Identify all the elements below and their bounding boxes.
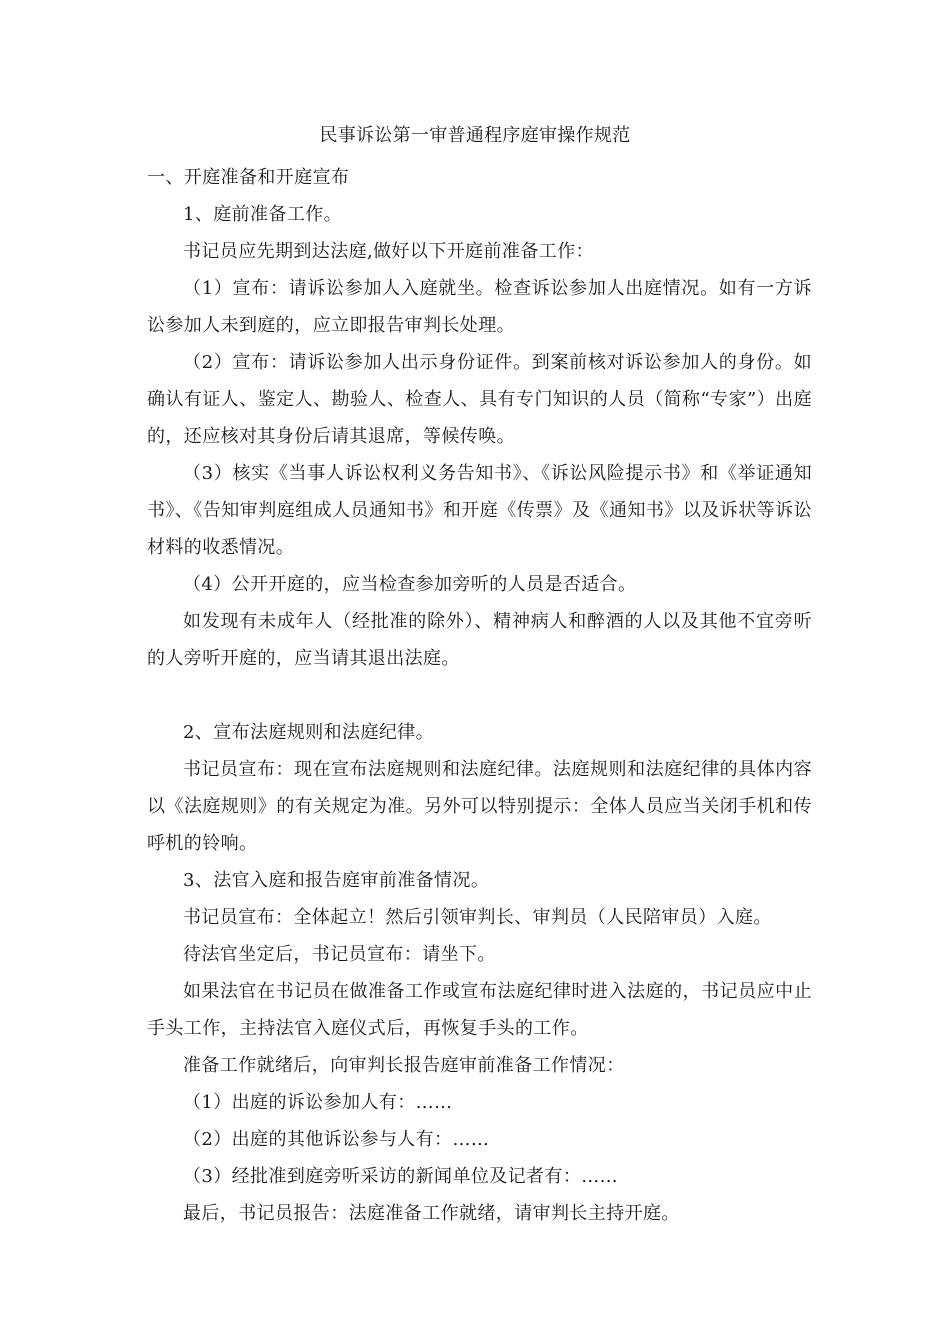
section-heading: 一、开庭准备和开庭宣布 <box>147 167 350 188</box>
paragraph: 书记员宣布：现在宣布法庭规则和法庭纪律。法庭规则和法庭纪律的具体内容以《法庭规则》的有关规定为准。另外可以特别提示：全体人员应当关闭手机和传呼机的铃响。 <box>147 759 812 854</box>
document-title: 民事诉讼第一审普通程序庭审操作规范 <box>319 125 631 146</box>
list-item: （2）出庭的其他诉讼参与人有：…… <box>183 1129 490 1150</box>
paragraph: （4）公开开庭的，应当检查参加旁听的人员是否适合。 <box>183 574 637 595</box>
paragraph: （1）宣布：请诉讼参加人入庭就坐。检查诉讼参加人出庭情况。如有一方诉讼参加人未到庭的，应立即报告审判长处理。 <box>147 278 812 336</box>
blank-line <box>147 677 812 714</box>
item-heading: 2、宣布法庭规则和法庭纪律。 <box>183 722 435 743</box>
paragraph: 书记员宣布：全体起立！然后引领审判长、审判员（人民陪审员）入庭。 <box>183 907 772 928</box>
paragraph: 如果法官在书记员在做准备工作或宣布法庭纪律时进入法庭的，书记员应中止手头工作，主持法官入庭仪式后，再恢复手头的工作。 <box>147 981 812 1039</box>
item-heading: 1、庭前准备工作。 <box>183 204 343 225</box>
list-item: （3）经批准到庭旁听采访的新闻单位及记者有：…… <box>183 1166 619 1187</box>
list-item: （1）出庭的诉讼参加人有：…… <box>183 1092 453 1113</box>
paragraph: （2）宣布：请诉讼参加人出示身份证件。到案前核对诉讼参加人的身份。如确认有证人、鉴定人、勘验人、检查人、具有专门知识的人员（简称“专家”）出庭的，还应核对其身份后请其退席，等候传唤。 <box>147 352 812 447</box>
paragraph: 最后，书记员报告：法庭准备工作就绪，请审判长主持开庭。 <box>183 1203 680 1224</box>
paragraph: 待法官坐定后，书记员宣布：请坐下。 <box>183 944 496 965</box>
paragraph: （3）核实《当事人诉讼权利义务告知书》、《诉讼风险提示书》和《举证通知书》、《告知审判庭组成人员通知书》和开庭《传票》及《通知书》以及诉状等诉讼材料的收悉情况。 <box>147 463 812 558</box>
paragraph: 书记员应先期到达法庭,做好以下开庭前准备工作： <box>183 241 594 262</box>
item-heading: 3、法官入庭和报告庭审前准备情况。 <box>183 870 490 891</box>
paragraph: 如发现有未成年人（经批准的除外）、精神病人和醉酒的人以及其他不宜旁听的人旁听开庭的，应当请其退出法庭。 <box>147 611 812 669</box>
document-body <box>147 159 812 1232</box>
paragraph: 准备工作就绪后，向审判长报告庭审前准备工作情况： <box>183 1055 625 1076</box>
